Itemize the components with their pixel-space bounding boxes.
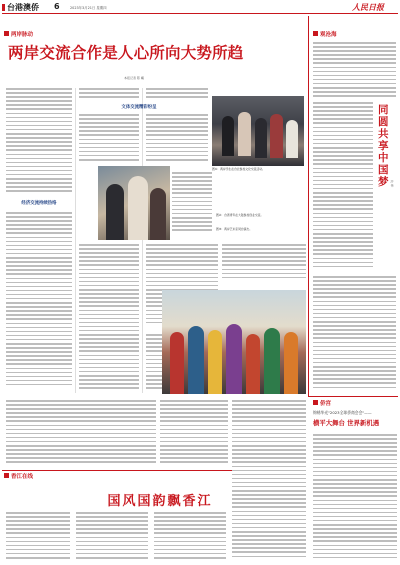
news-photo-performance [162, 290, 306, 394]
article-text-block [146, 88, 208, 102]
column-divider [75, 88, 76, 393]
masthead [0, 0, 400, 14]
article-text-block [79, 114, 139, 166]
bottom-headline: 国风国韵飘香江 [107, 494, 213, 509]
masthead-date: 2023年3月21日 星期四 [70, 6, 107, 10]
subhead-culture: 文体交流精彩纷呈 [121, 105, 157, 110]
column-text-block [313, 276, 396, 394]
photo-figure [246, 334, 260, 394]
photo-caption: 图①：两岸学生在台北参加文化交流活动。 [212, 167, 265, 171]
masthead-logo: 人民日报 [352, 2, 384, 12]
section-square-icon [4, 473, 9, 478]
section-header-overseas [313, 398, 331, 407]
column-headline: 同圆共享中国梦 [378, 104, 389, 188]
photo-figure [208, 330, 222, 394]
subhead-economic: 经济交流持续热络 [21, 201, 57, 206]
photo-figure [226, 324, 242, 394]
section-header-hongkong [4, 471, 33, 480]
section-label: 两岸脉动 [11, 31, 34, 38]
column-text-block [313, 42, 396, 100]
section-header-column [313, 29, 337, 38]
column-author: 沙 伟 [390, 180, 394, 187]
column-divider [142, 88, 143, 393]
article-text-block [154, 512, 226, 562]
photo-figure [255, 118, 267, 158]
article-text-block [79, 88, 139, 102]
article-text-block [6, 400, 156, 466]
hongkong-label: 香江在线 [11, 473, 34, 480]
overseas-headline: 横平大舞台 世界新机遇 [313, 419, 380, 427]
article-text-block [6, 212, 72, 392]
photo-figure [270, 114, 283, 158]
photo-figure [286, 120, 298, 158]
article-text-block [232, 400, 306, 562]
photo-caption: 图③：两岸艺术家同台演出。 [216, 227, 253, 231]
section-rule [308, 396, 398, 397]
photo-figure [128, 176, 148, 240]
masthead-marker [2, 4, 5, 11]
column-divider [308, 16, 309, 396]
masthead-page-number: 6 [54, 2, 60, 11]
photo-caption: 图②：台湾青年在大陆参加创业交流。 [216, 213, 264, 217]
article-text-block [222, 244, 306, 284]
photo-figure [150, 188, 166, 240]
main-headline: 两岸交流合作是人心所向大势所趋 [8, 44, 244, 62]
section-square-icon [313, 31, 318, 36]
article-text-block [160, 400, 228, 466]
overseas-label: 侨宫 [320, 400, 332, 407]
masthead-section: 台港澳侨 [7, 3, 39, 12]
masthead-rule [2, 13, 398, 14]
photo-figure [106, 184, 124, 240]
section-header-cross-strait [4, 29, 33, 38]
photo-figure [222, 116, 234, 156]
photo-figure [170, 332, 184, 394]
article-text-block [79, 244, 139, 394]
byline: 本报记者 陈 曦 [124, 76, 144, 80]
photo-figure [238, 112, 251, 156]
overseas-kicker: 锦绣华光"2023全球侨商会会"—— [313, 410, 372, 415]
photo-figure [188, 326, 204, 394]
news-photo-group [212, 96, 304, 166]
article-text-block [172, 172, 212, 234]
section-square-icon [313, 400, 318, 405]
article-text-block [76, 512, 148, 562]
photo-figure [264, 328, 280, 394]
photo-figure [284, 332, 298, 394]
section-square-icon [4, 31, 9, 36]
article-text-block [313, 434, 397, 562]
column-text-block [313, 102, 373, 274]
article-text-block [6, 88, 72, 195]
news-photo-exchange [98, 166, 170, 240]
column-label: 观沧海 [320, 31, 337, 38]
article-text-block [146, 114, 208, 166]
article-text-block [6, 512, 70, 562]
